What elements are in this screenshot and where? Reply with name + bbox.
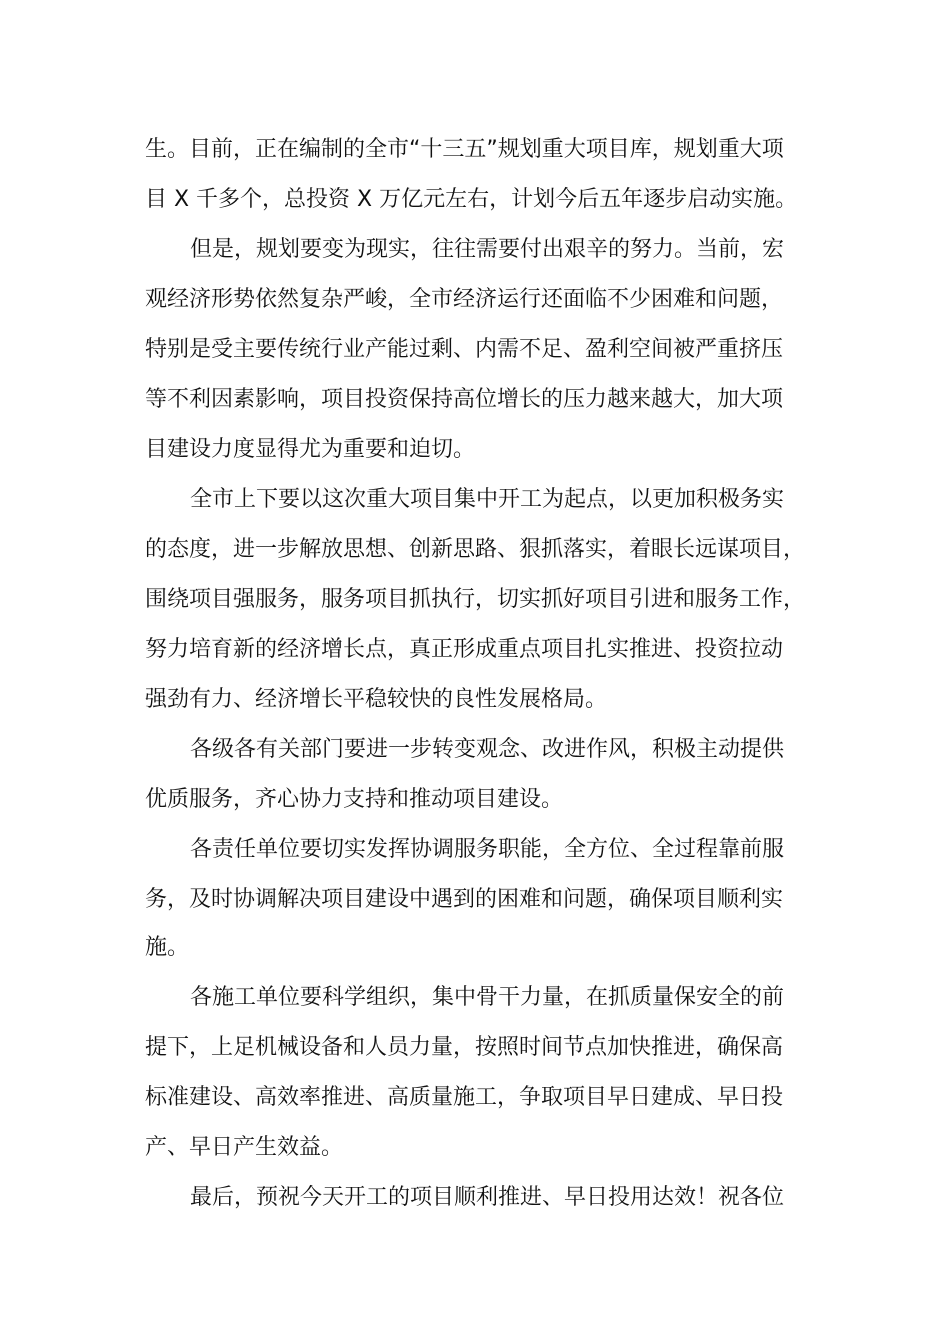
- paragraph-first-line: 各责任单位要切实发挥协调服务职能，全方位、全过程靠前服: [190, 837, 785, 862]
- text-line: 优质服务，齐心协力支持和推动项目建设。: [145, 787, 564, 812]
- paragraph-first-line: 各施工单位要科学组织，集中骨干力量，在抓质量保安全的前: [190, 985, 785, 1010]
- text-line: 生。目前，正在编制的全市“十三五”规划重大项目库，规划重大项: [145, 137, 784, 162]
- paragraph-first-line: 但是，规划要变为现实，往往需要付出艰辛的努力。当前，宏: [190, 237, 785, 262]
- text-line: 目 X 千多个，总投资 X 万亿元左右，计划今后五年逐步启动实施。: [145, 187, 798, 212]
- paragraph-first-line: 最后，预祝今天开工的项目顺利推进、早日投用达效！祝各位: [190, 1185, 785, 1210]
- text-line: 的态度，进一步解放思想、创新思路、狠抓落实，着眼长远谋项目，: [145, 537, 806, 562]
- text-line: 产、早日产生效益。: [145, 1135, 344, 1160]
- text-line: 强劲有力、经济增长平稳较快的良性发展格局。: [145, 687, 608, 712]
- text-line: 目建设力度显得尤为重要和迫切。: [145, 437, 476, 462]
- text-line: 努力培育新的经济增长点，真正形成重点项目扎实推进、投资拉动: [145, 637, 784, 662]
- text-line: 务，及时协调解决项目建设中遇到的困难和问题，确保项目顺利实: [145, 887, 784, 912]
- text-line: 围绕项目强服务，服务项目抓执行，切实抓好项目引进和服务工作，: [145, 587, 806, 612]
- text-line: 等不利因素影响，项目投资保持高位增长的压力越来越大，加大项: [145, 387, 784, 412]
- text-line: 特别是受主要传统行业产能过剩、内需不足、盈利空间被严重挤压: [145, 337, 784, 362]
- text-line: 施。: [145, 935, 190, 960]
- text-line: 提下，上足机械设备和人员力量，按照时间节点加快推进，确保高: [145, 1035, 784, 1060]
- text-line: 观经济形势依然复杂严峻，全市经济运行还面临不少困难和问题，: [145, 287, 784, 312]
- paragraph-first-line: 各级各有关部门要进一步转变观念、改进作风，积极主动提供: [190, 737, 785, 762]
- paragraph-first-line: 全市上下要以这次重大项目集中开工为起点，以更加积极务实: [190, 487, 785, 512]
- text-line: 标准建设、高效率推进、高质量施工，争取项目早日建成、早日投: [145, 1085, 784, 1110]
